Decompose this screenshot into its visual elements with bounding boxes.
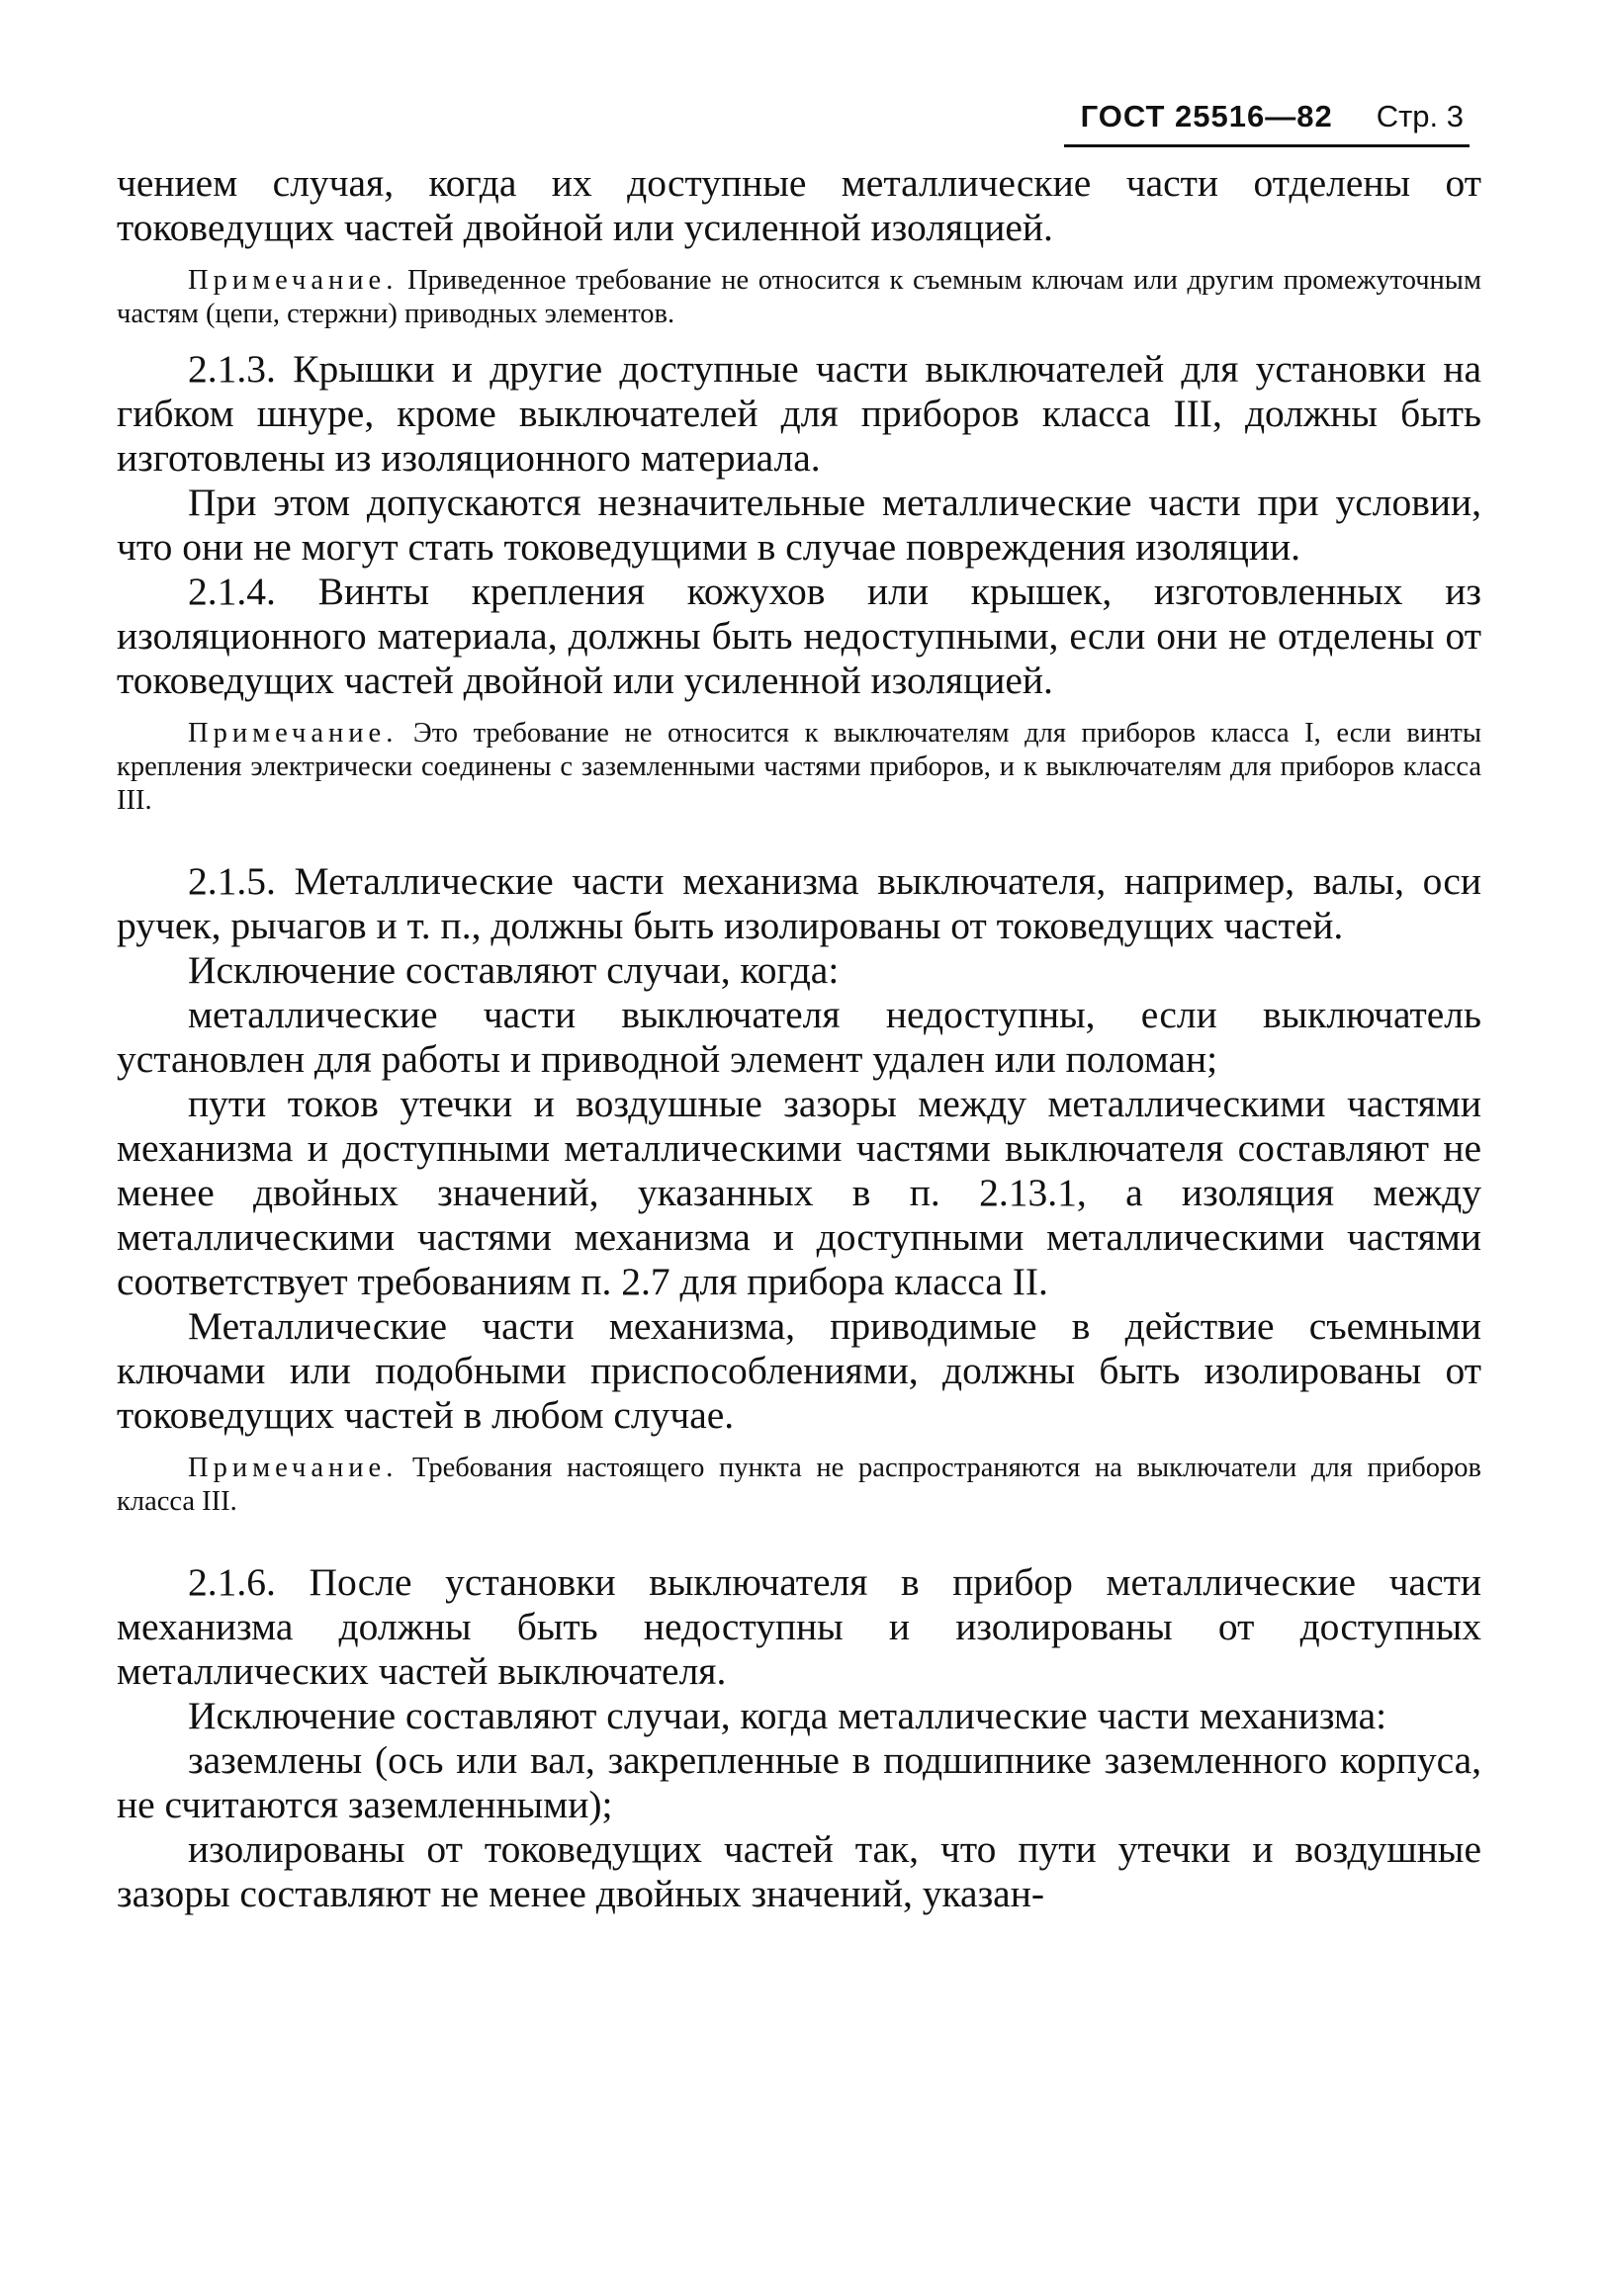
clause-2-1-6-item-2: изолированы от токоведущих частей так, что пути утечки и воздушные зазоры составляют не менее двойных значений, указан- xyxy=(117,1827,1481,1915)
spacer xyxy=(117,834,1481,859)
clause-2-1-5-exceptions: Исключение составляют случаи, когда: xyxy=(188,948,840,992)
clause-2-1-5-item-1: металлические части выключателя недоступны, если выключатель установлен для работы и приводной элемент удален или поломан; xyxy=(117,993,1481,1081)
clause-2-1-5-paragraph-removable-keys: Металлические части механизма, приводимые в действие съемными ключами или подобными приспособлениями, должны быть изолированы от токоведущих частей в любом случае. xyxy=(117,1304,1481,1437)
clause-2-1-6-exceptions: Исключение составляют случаи, когда металлические части механизма: xyxy=(188,1694,1387,1737)
clause-2-1-6-item-1: заземлены (ось или вал, закрепленные в подшипнике заземленного корпуса, не считаются заземленными); xyxy=(117,1738,1481,1826)
paragraph-continuation: чением случая, когда их доступные металлические части отделены от токоведущих частей двойной или усиленной изоляцией. xyxy=(117,161,1481,249)
note-3-text: Требования настоящего пункта не распространяются на выключатели для приборов класса III. xyxy=(117,1453,1481,1517)
clause-2-1-4: 2.1.4. Винты крепления кожухов или крышек, изготовленных из изоляционного материала, должны быть недоступными, если они не отделены от токоведущих частей двойной или усиленной изоляцией. xyxy=(117,570,1481,702)
standard-number: ГОСТ 25516—82 xyxy=(1080,99,1333,133)
document-body xyxy=(117,161,1481,1916)
header-rule xyxy=(1064,144,1470,147)
note-2-lead: Примечание. xyxy=(188,718,399,749)
note-1-lead: Примечание. xyxy=(188,265,399,296)
clause-2-1-5: 2.1.5. Металлические части механизма выключателя, например, валы, оси ручек, рычагов и т. п., должны быть изолированы от токоведущих частей. xyxy=(117,859,1481,947)
clause-2-1-6: 2.1.6. После установки выключателя в прибор металлические части механизма должны быть недоступны и изолированы от доступных металлических частей выключателя. xyxy=(117,1560,1481,1693)
clause-2-1-3-paragraph-2: При этом допускаются незначительные металлические части при условии, что они не могут стать токоведущими в случае повреждения изоляции. xyxy=(117,481,1481,569)
page-header xyxy=(117,99,1481,138)
note-2-text: Это требование не относится к выключателям для приборов класса I, если винты крепления электрически соединены с заземленными частями приборов, и к выключателям для приборов класса III. xyxy=(117,718,1481,816)
clause-2-1-5-item-2: пути токов утечки и воздушные зазоры между металлическими частями механизма и доступными металлическими частями выключателя составляют не менее двойных значений, указанных в п. 2.13.1, а изоляция между металлическими частями механизма и доступными металлическими частями соответствует требованиям п. 2.7 для прибора класса II. xyxy=(117,1082,1481,1303)
page-number: Стр. 3 xyxy=(1376,99,1464,133)
note-1 xyxy=(117,264,1481,331)
note-3-lead: Примечание. xyxy=(188,1453,399,1483)
clause-2-1-3: 2.1.3. Крышки и другие доступные части выключателей для установки на гибком шнуре, кроме выключателей для приборов класса III, должны быть изготовлены из изоляционного материала. xyxy=(117,347,1481,480)
note-2 xyxy=(117,717,1481,818)
note-3 xyxy=(117,1452,1481,1519)
note-1-text: Приведенное требование не относится к съемным ключам или другим промежуточным частям (цепи, стержни) приводных элементов. xyxy=(117,265,1481,329)
spacer xyxy=(117,1535,1481,1560)
